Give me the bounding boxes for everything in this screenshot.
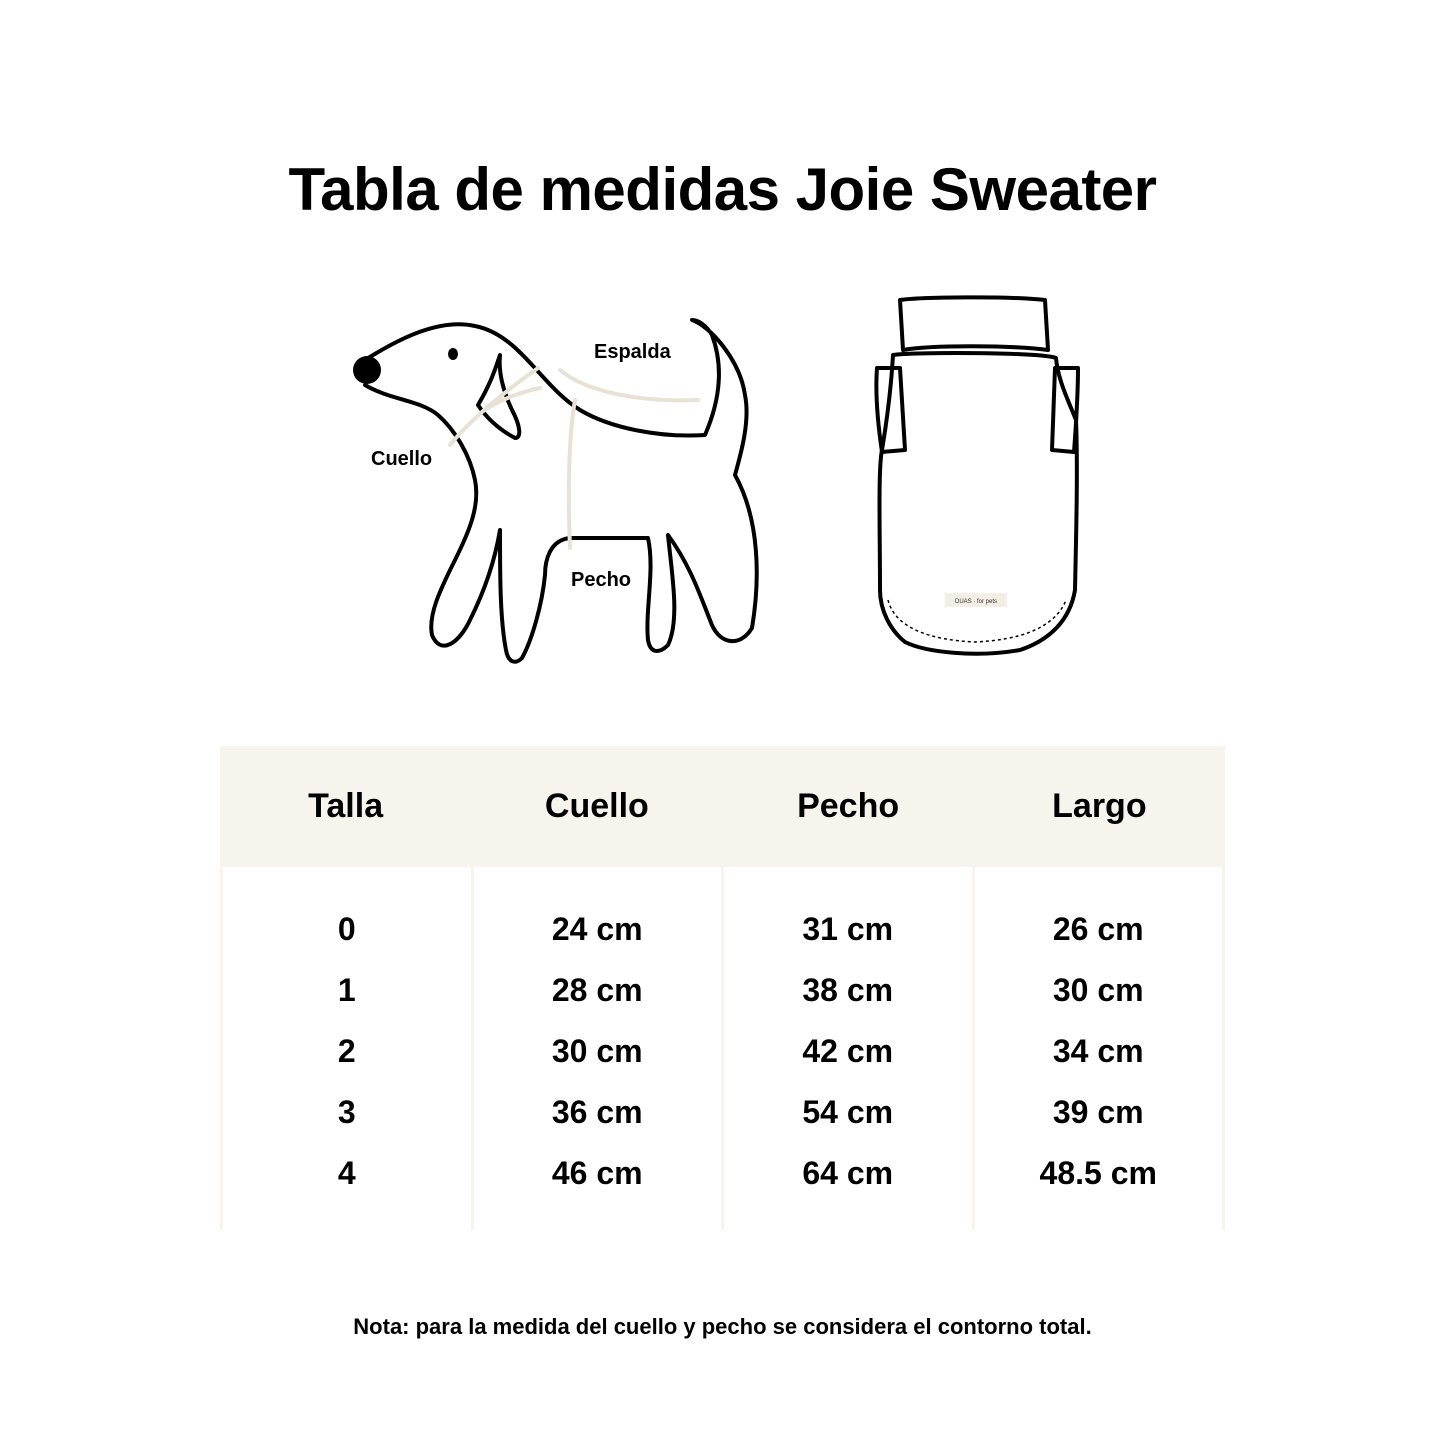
table-cell: 4 (337, 1155, 356, 1191)
label-espalda: Espalda (594, 341, 671, 363)
table-cell: 26 cm (1052, 911, 1144, 947)
dog-eye-icon (448, 348, 458, 360)
chest-measure-line (569, 400, 575, 548)
table-cell: 31 cm (802, 911, 894, 947)
back-measure-line (560, 370, 698, 400)
header-cuello: Cuello (544, 787, 649, 825)
table-cell: 3 (337, 1094, 356, 1130)
table-header (220, 746, 1225, 867)
sweater-tag-text: DUAS · for pets (954, 599, 998, 605)
table-cell: 30 cm (551, 1033, 643, 1069)
label-cuello: Cuello (371, 448, 433, 470)
header-talla: Talla (308, 787, 384, 825)
table-cell: 46 cm (551, 1155, 643, 1191)
table-cell: 36 cm (551, 1094, 643, 1130)
right-sleeve (1052, 368, 1078, 452)
table-cell: 30 cm (1052, 972, 1144, 1008)
table-cell: 38 cm (802, 972, 894, 1008)
table-cell: 1 (337, 972, 356, 1008)
column-pecho (721, 867, 972, 1230)
table-cell: 2 (337, 1033, 356, 1069)
table-cell: 34 cm (1052, 1033, 1144, 1069)
column-largo (972, 867, 1226, 1230)
table-cell: 28 cm (551, 972, 643, 1008)
label-pecho: Pecho (571, 569, 632, 591)
measure-lines (450, 368, 698, 548)
header-pecho: Pecho (797, 787, 900, 825)
column-cuello (471, 867, 722, 1230)
illustration (0, 0, 1445, 720)
table-cell: 64 cm (802, 1155, 894, 1191)
table-cell: 0 (337, 911, 356, 947)
table-cell: 24 cm (551, 911, 643, 947)
footnote: Nota: para la medida del cuello y pecho se considera el contorno total. (353, 1314, 1092, 1339)
column-talla (220, 867, 471, 1230)
dog-nose-icon (353, 356, 381, 384)
size-table (220, 746, 1225, 1230)
table-cell: 54 cm (802, 1094, 894, 1130)
table-cell: 48.5 cm (1039, 1155, 1157, 1191)
page-title: Tabla de medidas Joie Sweater (288, 156, 1157, 223)
header-largo: Largo (1052, 787, 1147, 825)
table-body (220, 867, 1225, 1230)
table-cell: 39 cm (1052, 1094, 1144, 1130)
table-cell: 42 cm (802, 1033, 894, 1069)
